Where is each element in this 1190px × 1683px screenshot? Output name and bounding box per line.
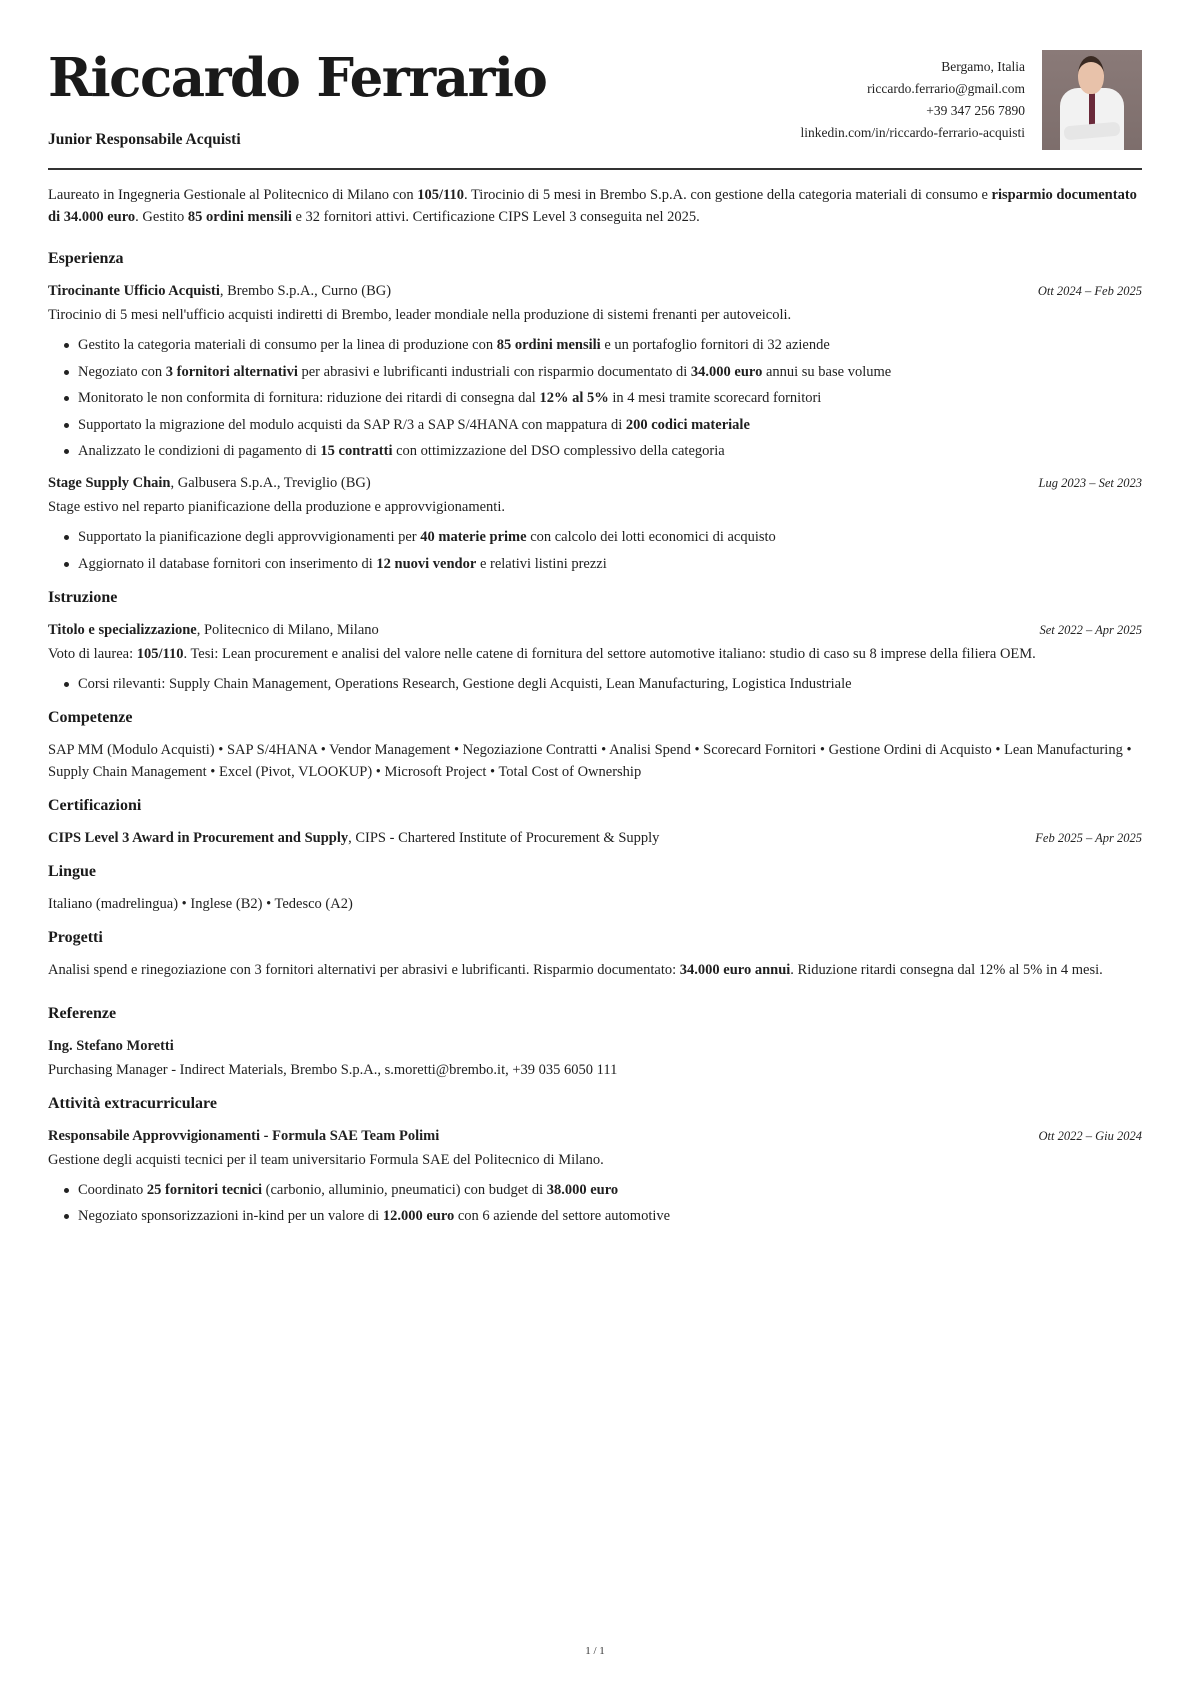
bullet-item (78, 361, 1142, 383)
reference-details: Purchasing Manager - Indirect Materials, Brembo S.p.A., s.moretti@brembo.it, +39 035 6050 111 (48, 1061, 618, 1078)
projects-text (48, 959, 1142, 981)
bullet-item (78, 334, 1142, 356)
extracurricular-desc: Gestione degli acquisti tecnici per il team universitario Formula SAE del Politecnico di Milano. (48, 1151, 604, 1168)
section-skills (48, 707, 1142, 783)
section-projects (48, 927, 1142, 981)
entry-date: Ott 2024 – Feb 2025 (1037, 284, 1142, 298)
entry-role: Titolo e specializzazione (48, 621, 197, 638)
text-run: con ottimizzazione del DSO complessivo della categoria (392, 443, 725, 459)
entry-desc (48, 643, 1142, 665)
section-experience (48, 248, 1142, 575)
certification-name: CIPS Level 3 Award in Procurement and Supply (48, 829, 349, 846)
contact-linkedin[interactable]: linkedin.com/in/riccardo-ferrario-acquisti (800, 125, 1025, 140)
bullet-item (78, 673, 1142, 695)
text-run: . Riduzione ritardi consegna dal 12% al 5% in 4 mesi. (790, 961, 1103, 978)
entry-desc: Tirocinio di 5 mesi nell'ufficio acquisti indiretti di Brembo, leader mondiale nella produzione di sistemi frenanti per autoveicoli. (48, 307, 792, 323)
bullet-item (78, 387, 1142, 409)
certification-entry (48, 827, 1142, 849)
entry-role: Tirocinante Ufficio Acquisti (48, 283, 220, 299)
text-run: Coordinato (78, 1181, 147, 1198)
text-run: . Gestito (135, 209, 188, 225)
candidate-role: Junior Responsabile Acquisti (48, 131, 241, 148)
bold-text: 25 fornitori tecnici (146, 1181, 263, 1198)
section-certifications (48, 795, 1142, 849)
summary (48, 184, 1142, 228)
extracurricular-date: Ott 2022 – Giu 2024 (1038, 1128, 1142, 1143)
text-run: e un portafoglio fornitori di 32 aziende (600, 337, 830, 353)
entry-date: Lug 2023 – Set 2023 (1038, 476, 1142, 490)
header-divider (48, 168, 1142, 170)
entry-date: Set 2022 – Apr 2025 (1039, 622, 1142, 637)
text-run: Monitorato le non conformita di fornitura: riduzione dei ritardi di consegna dal (78, 390, 540, 406)
bold-text: 85 ordini mensili (187, 209, 292, 225)
candidate-name: Riccardo Ferrario (48, 47, 547, 109)
extracurricular-head (48, 1125, 1142, 1147)
bullet-item (78, 414, 1142, 436)
entry-head (48, 619, 1142, 641)
contact-email[interactable]: riccardo.ferrario@gmail.com (867, 81, 1025, 96)
bold-text: 85 ordini mensili (496, 337, 601, 353)
entry-org: , Brembo S.p.A., Curno (BG) (219, 283, 392, 299)
text-run: Analizzato le condizioni di pagamento di (78, 443, 321, 459)
text-run: Analisi spend e rinegoziazione con 3 fornitori alternativi per abrasivi e lubrificanti. Risparmio documentato: (48, 961, 680, 978)
text-run: . Tirocinio di 5 mesi in Brembo S.p.A. con gestione della categoria materiali di consumo e (463, 187, 992, 203)
text-run: per abrasivi e lubrificanti industriali con risparmio documentato di (297, 363, 691, 380)
bullet-item (78, 1179, 1142, 1201)
entry-role: Stage Supply Chain (48, 475, 171, 491)
contact-block (800, 56, 1025, 144)
bold-text: 34.000 euro (690, 363, 763, 380)
text-run: Negoziato con (78, 363, 166, 380)
bold-text: 34.000 euro annui (679, 961, 791, 978)
text-run: Gestito la categoria materiali di consumo per la linea di produzione con (78, 337, 497, 353)
section-title: Attività extracurriculare (48, 1094, 217, 1112)
photo-head-shape (1078, 56, 1104, 94)
section-extracurricular (48, 1093, 1142, 1228)
bold-text: 12 nuovi vendor (376, 555, 477, 572)
section-references (48, 1003, 1142, 1081)
section-title: Referenze (48, 1004, 117, 1022)
entry-bullets (48, 334, 1142, 462)
text-run: Supportato la migrazione del modulo acquisti da SAP R/3 a SAP S/4HANA con mappatura di (78, 416, 626, 433)
certification-title (48, 827, 659, 849)
entry-org: , Galbusera S.p.A., Treviglio (BG) (170, 475, 371, 491)
entry-title (48, 472, 371, 494)
section-title: Lingue (48, 862, 97, 880)
text-run: Negoziato sponsorizzazioni in-kind per un valore di (78, 1208, 383, 1224)
text-run: Supportato la pianificazione degli approvvigionamenti per (78, 529, 421, 545)
section-title: Esperienza (48, 250, 124, 267)
experience-list (48, 280, 1142, 575)
bold-text: risparmio documentato di 34.000 euro (48, 187, 1137, 225)
extracurricular-bullets (48, 1179, 1142, 1228)
text-run: Laureato in Ingegneria Gestionale al Politecnico di Milano con (48, 187, 418, 203)
section-title: Istruzione (48, 588, 118, 606)
bold-text: 38.000 euro (546, 1181, 619, 1198)
contact-phone: +39 347 256 7890 (926, 103, 1025, 118)
text-run: . Tesi: Lean procurement e analisi del valore nelle catene di fornitura del settore automotive italiano: studio di caso su 8 imprese della filiera OEM. (183, 645, 1036, 662)
text-run: Aggiornato il database fornitori con inserimento di (78, 555, 377, 572)
entry-head (48, 472, 1142, 494)
entry-head (48, 280, 1142, 302)
text-run: annui su base volume (762, 363, 892, 380)
section-title: Certificazioni (48, 796, 142, 814)
entry-title (48, 619, 379, 641)
education-list (48, 619, 1142, 695)
bullet-item (78, 526, 1142, 548)
text-run: con calcolo dei lotti economici di acquisto (526, 529, 776, 545)
entry (48, 472, 1142, 575)
bold-text: 105/110 (136, 645, 184, 662)
bullet-item (78, 1205, 1142, 1227)
bold-text: 12% al 5% (539, 390, 609, 406)
entry-title (48, 280, 391, 302)
entry (48, 280, 1142, 462)
entry (48, 619, 1142, 695)
text-run: con 6 aziende del settore automotive (454, 1208, 671, 1224)
bold-text: 3 fornitori alternativi (165, 363, 298, 380)
text-run: e relativi listini prezzi (476, 555, 607, 572)
entry-bullets (48, 673, 1142, 695)
text-run: (carbonio, alluminio, pneumatici) con budget di (262, 1181, 547, 1198)
section-title: Progetti (48, 928, 103, 946)
entry-bullets (48, 526, 1142, 575)
profile-photo (1042, 50, 1142, 150)
certification-issuer: , CIPS - Chartered Institute of Procurement & Supply (348, 829, 660, 846)
entry-org: , Politecnico di Milano, Milano (196, 621, 379, 638)
contact-location: Bergamo, Italia (941, 59, 1025, 74)
bold-text: 15 contratti (320, 443, 393, 459)
bold-text: 200 codici materiale (625, 416, 750, 433)
text-run: Corsi rilevanti: Supply Chain Management, Operations Research, Gestione degli Acquisti, Lean Manufacturing, Logistica Industriale (78, 675, 852, 692)
bold-text: 12.000 euro (382, 1208, 455, 1224)
bullet-item (78, 553, 1142, 575)
resume-content (48, 184, 1142, 1239)
reference-name: Ing. Stefano Moretti (48, 1037, 174, 1054)
bold-text: 40 materie prime (420, 529, 527, 545)
section-education (48, 587, 1142, 695)
extracurricular-role: Responsabile Approvvigionamenti - Formula SAE Team Polimi (48, 1127, 440, 1144)
certification-date: Feb 2025 – Apr 2025 (1035, 830, 1142, 845)
entry-desc: Stage estivo nel reparto pianificazione della produzione e approvvigionamenti. (48, 499, 505, 515)
languages-text: Italiano (madrelingua) • Inglese (B2) • Tedesco (A2) (48, 895, 353, 912)
bold-text: 105/110 (417, 187, 464, 203)
text-run: Voto di laurea: (48, 645, 137, 662)
section-languages (48, 861, 1142, 915)
page-number: 1 / 1 (585, 1645, 605, 1657)
text-run: e 32 fornitori attivi. Certificazione CIPS Level 3 conseguita nel 2025. (291, 209, 700, 225)
section-title: Competenze (48, 708, 133, 726)
text-run: in 4 mesi tramite scorecard fornitori (608, 390, 822, 406)
skills-text: SAP MM (Modulo Acquisti) • SAP S/4HANA • Vendor Management • Negoziazione Contratti • Analisi Spend • Scorecard Fornitori • Gestione Ordini di Acquisto • Lean Manufacturing • Supply Chain Management • Excel (Pivot, VLOOKUP) • Microsoft Project • Total Cost of Ownership (48, 741, 1132, 780)
bullet-item (78, 440, 1142, 462)
